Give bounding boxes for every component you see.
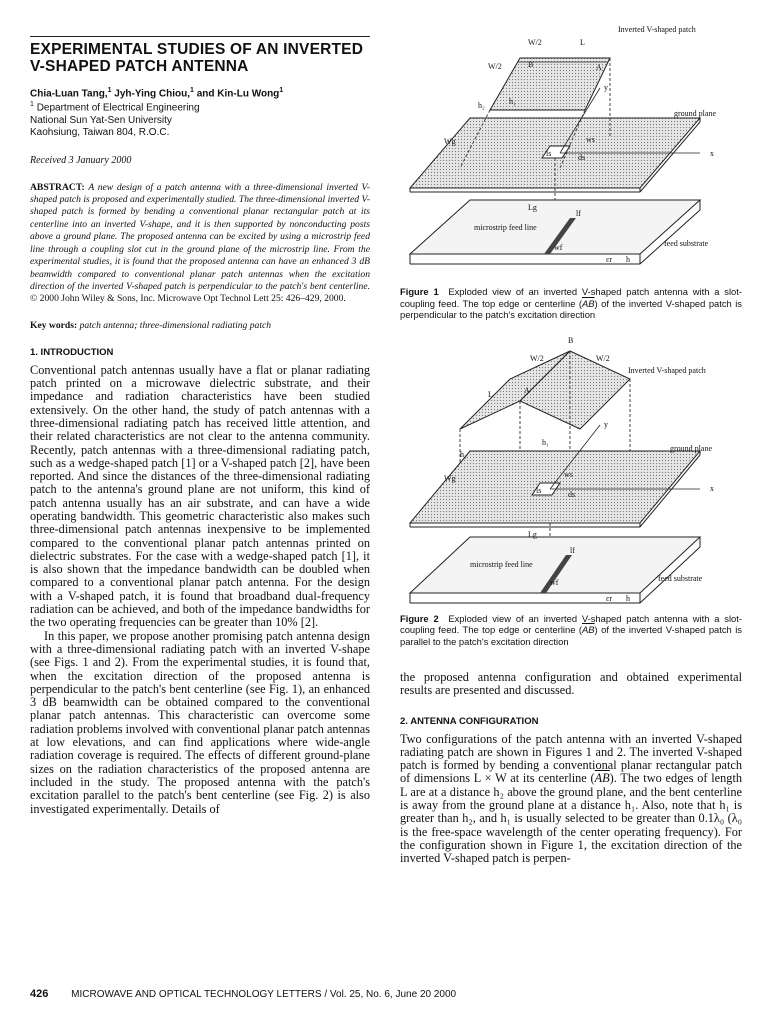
- right-continuation: the proposed antenna configuration and obtained experimental results are presented and discussed.: [400, 670, 742, 698]
- fig1-patch: [490, 58, 610, 110]
- fig2-label-ls: ls: [536, 485, 542, 495]
- section-2-heading: 2. ANTENNA CONFIGURATION: [400, 715, 539, 727]
- figure-1-caption-ab: $\overline{AB}$: [582, 297, 595, 309]
- figure-1-number: Figure 1: [400, 286, 439, 297]
- fig1-label-ground-plane: ground plane: [674, 109, 716, 118]
- fig1-label-Lg: Lg: [528, 203, 537, 212]
- affiliation-line-2: National Sun Yat-Sen University: [30, 114, 172, 126]
- fig1-label-feed-substrate: feed substrate: [664, 239, 709, 248]
- journal-info: MICROWAVE AND OPTICAL TECHNOLOGY LETTERS / Vol. 25, No. 6, June 20 2000: [71, 989, 457, 1000]
- fig1-label-w2b: W/2: [488, 62, 502, 71]
- sec2-text-b: ). The two edges of length L are at a distance h₂ above the ground plane, and the bent centerline is away from the ground plane at a distance h₁. Also, note that h₁ is greater than h₂, and h₁ is usually selected to be greater than 0.1λ₀ (λ₀ is the free-space wavelength of the center operating frequency). For the configuration shown in Figure 1, the excitation direction of the inverted V-shaped patch is perpen-: [400, 771, 743, 866]
- fig1-label-B: B: [528, 60, 534, 69]
- fig1-label-ls: ls: [546, 149, 552, 158]
- fig1-label-er: εr: [606, 255, 613, 264]
- sec2-text-a: Two configurations of the patch antenna with an inverted V-shaped radiating patch are shown in Figures 1 and 2. The inverted V-shaped patch is formed by bending a conventional planar rectangular patch of dimensions L × W at its centerline (: [400, 731, 742, 786]
- fig2-label-Lg: Lg: [528, 529, 537, 539]
- figure-1: [400, 18, 742, 321]
- intro-paragraph-1: Conventional patch antennas usually have a flat or planar radiating patch printed on a microwave dielectric substrate, and their impedance and radiation characteristics have been studied extensively. On the other hand, the study of patch antennas with a three-dimensional radiating patch has received little attention, and their related characteristics are not clear to the antenna community. Recently, patch antennas with a three-dimensional radiating patch, such as a wedge-shaped patch [1] or a V-shaped patch [2], have been reported. And since the distances of the three-dimensional radiating patch to the antenna's ground plane are not uniform, this kind of patch antenna usually has an air substrate, and can have a wide operating bandwidth. This geometric characteristic also makes such three-dimensional patch antennas inexpensive to be implemented compared to the conventional planar patch antennas printed on dielectric substrates. For the case with a wedge-shaped patch [1], it is also shown that the impedance bandwidth can be doubled when compared to a conventional planar patch antenna. For the design with a V-shaped patch, it is found that broadband dual-frequency radiation can be achieved, and both of the impedance bandwidths for the two operating frequencies can be greater than 10% [2].: [30, 362, 370, 630]
- right-column: [400, 18, 742, 866]
- article-title: EXPERIMENTAL STUDIES OF AN INVERTED V-SHAPED PATCH ANTENNA: [30, 41, 364, 75]
- author-1: Chia-Luan Tang,: [30, 88, 108, 100]
- fig1-label-L: L: [580, 38, 585, 47]
- fig2-label-ds: ds: [568, 489, 576, 499]
- received-date: Received 3 January 2000: [30, 154, 132, 166]
- abstract-body: A new design of a patch antenna with a three-dimensional inverted V-shaped patch is proposed and experimentally studied. The three-dimensional inverted V-shaped patch is formed by bending a conventional planar rectangular patch at its centerline into an inverted V-shape, and it is then supported by nonconducting posts above a ground plane. The proposed antenna can be excited by using a microstrip feed line through a coupling slot cut in the ground plane of the microstrip line. From the experimental studies, it is found that the proposed antenna can have an enhanced 3 dB beamwidth compared to conventional planar patch antennas when the excitation direction of the inverted V-shaped patch is perpendicular to the patch's bent centerline.: [30, 181, 370, 292]
- fig1-label-ws: ws: [586, 135, 595, 144]
- author-2: Jyh-Ying Chiou,: [114, 88, 191, 100]
- figure-2-diagram: [400, 333, 742, 609]
- section-1-heading: 1. INTRODUCTION: [30, 346, 114, 358]
- figure-2: [400, 333, 742, 648]
- fig1-label-h2: h₂: [478, 101, 485, 110]
- fig1-label-A: A: [596, 63, 602, 72]
- fig2-label-w2b: W/2: [596, 353, 610, 363]
- fig2-label-microstrip: microstrip feed line: [470, 559, 533, 569]
- figure-1-diagram: [400, 18, 742, 282]
- figure-2-caption-ab: $\overline{AB}$: [582, 624, 595, 635]
- fig1-label-y: y: [604, 83, 608, 92]
- fig2-label-L: L: [488, 389, 493, 399]
- fig2-label-ws: ws: [564, 469, 573, 479]
- page-footer: [30, 988, 750, 1000]
- fig2-label-x: x: [710, 483, 714, 493]
- fig1-label-Wg: Wg: [444, 137, 456, 146]
- abstract-label: ABSTRACT:: [30, 181, 85, 193]
- fig2-label-ground-plane: ground plane: [670, 443, 712, 453]
- author-3: and Kin-Lu Wong: [196, 88, 280, 100]
- fig2-label-B: B: [568, 335, 574, 345]
- fig1-label-wf: wf: [554, 243, 563, 252]
- aff-mark-2: 1: [190, 87, 194, 94]
- fig1-label-ds: ds: [578, 153, 586, 162]
- affiliation-line-1: [30, 99, 370, 114]
- fig2-label-h: h: [626, 593, 630, 603]
- aff-mark-1: 1: [107, 87, 112, 94]
- figure-2-caption: [400, 613, 742, 648]
- fig2-label-Wg: Wg: [444, 473, 456, 483]
- fig1-label-x: x: [710, 149, 714, 158]
- fig1-label-w2a: W/2: [528, 38, 542, 47]
- figure-2-number: Figure 2: [400, 612, 439, 624]
- abstract-copyright: © 2000 John Wiley & Sons, Inc. Microwave Opt Technol Lett 25: 426–429, 2000.: [30, 293, 346, 305]
- fig2-label-wf: wf: [550, 577, 559, 587]
- affiliation-dept: Department of Electrical Engineering: [36, 102, 200, 114]
- fig2-label-h2: h₂: [460, 449, 467, 459]
- keywords-label: Key words:: [30, 319, 78, 331]
- fig1-label-lf: lf: [576, 209, 581, 218]
- figure-1-caption: [400, 286, 742, 321]
- fig1-label-h1: h₁: [509, 97, 516, 106]
- fig2-label-feed-substrate: feed substrate: [658, 573, 703, 583]
- fig2-label-er: εr: [606, 593, 613, 603]
- figure-2-caption-a: Exploded view of an inverted V-shaped patch antenna with a slot-coupling feed. The top edge or centerline (: [400, 612, 742, 635]
- figure-1-caption-a: Exploded view of an inverted V-shaped patch antenna with a slot-coupling feed. The top edge or centerline (: [400, 286, 742, 309]
- fig2-label-A: A: [524, 385, 530, 395]
- fig1-label-microstrip: microstrip feed line: [474, 223, 537, 232]
- fig2-label-lf: lf: [570, 545, 575, 555]
- section-2-paragraph: [400, 733, 742, 866]
- page-number: 426: [30, 988, 49, 1000]
- fig2-label-w2a: W/2: [530, 353, 544, 363]
- fig2-label-y: y: [604, 419, 608, 429]
- fig2-label-h1: h₁: [542, 437, 549, 447]
- fig1-label-inverted-patch: Inverted V-shaped patch: [618, 25, 696, 34]
- keywords-text: patch antenna; three-dimensional radiating patch: [79, 319, 272, 331]
- authors: [30, 87, 370, 99]
- title-rule: [30, 36, 370, 37]
- keywords: [30, 320, 370, 331]
- abstract: [30, 182, 370, 306]
- affiliation-line-3: Kaohsiung, Taiwan 804, R.O.C.: [30, 126, 170, 138]
- aff-mark-3: 1: [279, 87, 284, 94]
- fig1-label-h: h: [626, 255, 630, 264]
- aff-mark-4: 1: [30, 101, 34, 109]
- figure-1-caption-b: ) of the inverted V-shaped patch is perpendicular to the patch's excitation direction: [400, 297, 742, 320]
- figure-2-caption-b: ) of the inverted V-shaped patch is parallel to the patch's excitation direction: [400, 624, 742, 647]
- sec2-text-ab: $\overline{AB}$: [594, 771, 610, 786]
- fig2-label-inverted-patch: Inverted V-shaped patch: [628, 365, 706, 375]
- intro-paragraph-2: In this paper, we propose another promising patch antenna design with a three-dimensional radiating patch with an inverted V-shape (see Figs. 1 and 2). From the experimental studies, it is found that, when the excitation direction of the proposed antenna is perpendicular to the patch's bent centerline (see Fig. 1), an enhanced 3 dB beamwidth can be obtained compared to the conventional planar patch antennas. This characteristic can overcome some radiation problems involved with conventional planar patch antennas at low elevations, and can find applications where wide-angle radiation coverage is required. The effects of different ground-plane sizes on the radiation characteristics of the proposed antenna are included in the study. The proposed antenna with the patch's excitation parallel to the patch's bent centerline (see Fig. 2) is also investigated experimentally. Details of: [30, 628, 370, 816]
- left-column: [30, 36, 370, 816]
